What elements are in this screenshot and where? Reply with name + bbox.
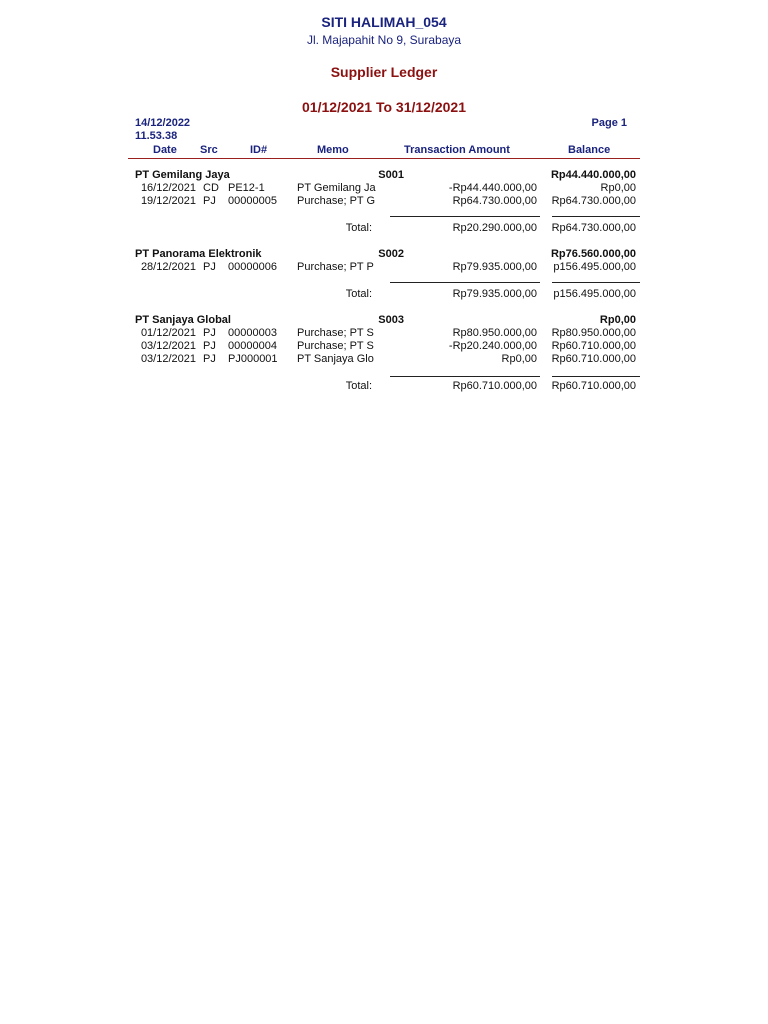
txn-date: 16/12/2021 bbox=[140, 182, 196, 194]
total-amount: Rp79.935.000,00 bbox=[452, 288, 537, 300]
txn-memo: Purchase; PT P bbox=[297, 261, 374, 273]
total-rule bbox=[552, 282, 640, 283]
txn-memo: Purchase; PT S bbox=[297, 340, 374, 352]
txn-src: PJ bbox=[203, 340, 216, 352]
txn-balance: Rp0,00 bbox=[600, 182, 636, 194]
txn-amount: Rp80.950.000,00 bbox=[452, 327, 537, 339]
column-header-id: ID# bbox=[250, 144, 268, 156]
txn-amount: Rp0,00 bbox=[501, 353, 537, 365]
report-title: Supplier Ledger bbox=[330, 64, 438, 80]
total-label: Total: bbox=[345, 380, 372, 392]
opening-balance: Rp76.560.000,00 bbox=[550, 248, 636, 260]
total-rule bbox=[390, 282, 540, 283]
total-amount: Rp20.290.000,00 bbox=[452, 222, 537, 234]
txn-date: 28/12/2021 bbox=[140, 261, 196, 273]
txn-src: PJ bbox=[203, 195, 216, 207]
total-amount: Rp60.710.000,00 bbox=[452, 380, 537, 392]
supplier-name: PT Panorama Elektronik bbox=[135, 248, 262, 260]
txn-src: PJ bbox=[203, 353, 216, 365]
report-period: 01/12/2021 To 31/12/2021 bbox=[302, 99, 466, 115]
supplier-code: S001 bbox=[378, 169, 404, 181]
txn-date: 03/12/2021 bbox=[140, 340, 196, 352]
txn-date: 03/12/2021 bbox=[140, 353, 196, 365]
txn-balance: Rp64.730.000,00 bbox=[551, 195, 636, 207]
txn-id: 00000005 bbox=[228, 195, 277, 207]
total-balance: Rp60.710.000,00 bbox=[551, 380, 636, 392]
txn-amount: Rp79.935.000,00 bbox=[452, 261, 537, 273]
print-time: 11.53.38 bbox=[135, 130, 178, 142]
txn-memo: PT Sanjaya Glo bbox=[297, 353, 374, 365]
txn-amount: -Rp20.240.000,00 bbox=[448, 340, 537, 352]
column-header-date: Date bbox=[153, 144, 177, 156]
opening-balance: Rp44.440.000,00 bbox=[550, 169, 636, 181]
total-rule bbox=[552, 216, 640, 217]
company-name: SITI HALIMAH_054 bbox=[321, 14, 447, 30]
txn-balance: Rp60.710.000,00 bbox=[551, 340, 636, 352]
total-label: Total: bbox=[345, 222, 372, 234]
txn-memo: PT Gemilang Ja bbox=[297, 182, 376, 194]
total-rule bbox=[552, 376, 640, 377]
total-label: Total: bbox=[345, 288, 372, 300]
txn-date: 19/12/2021 bbox=[140, 195, 196, 207]
page-number: Page 1 bbox=[591, 117, 627, 129]
total-rule bbox=[390, 216, 540, 217]
column-header-amount: Transaction Amount bbox=[404, 144, 510, 156]
txn-date: 01/12/2021 bbox=[140, 327, 196, 339]
txn-src: CD bbox=[203, 182, 219, 194]
txn-src: PJ bbox=[203, 261, 216, 273]
header-divider bbox=[128, 158, 640, 159]
supplier-name: PT Sanjaya Global bbox=[135, 314, 231, 326]
txn-id: PJ000001 bbox=[228, 353, 278, 365]
total-rule bbox=[390, 376, 540, 377]
txn-balance: p156.495.000,00 bbox=[553, 261, 636, 273]
column-header-src: Src bbox=[200, 144, 218, 156]
txn-memo: Purchase; PT S bbox=[297, 327, 374, 339]
column-header-memo: Memo bbox=[317, 144, 349, 156]
supplier-name: PT Gemilang Jaya bbox=[135, 169, 230, 181]
total-balance: p156.495.000,00 bbox=[553, 288, 636, 300]
supplier-code: S003 bbox=[378, 314, 404, 326]
txn-id: 00000004 bbox=[228, 340, 277, 352]
txn-balance: Rp60.710.000,00 bbox=[551, 353, 636, 365]
column-header-balance: Balance bbox=[568, 144, 611, 156]
txn-memo: Purchase; PT G bbox=[297, 195, 376, 207]
txn-amount: -Rp44.440.000,00 bbox=[448, 182, 537, 194]
opening-balance: Rp0,00 bbox=[599, 314, 636, 326]
print-date: 14/12/2022 bbox=[135, 117, 191, 129]
txn-id: PE12-1 bbox=[228, 182, 265, 194]
txn-balance: Rp80.950.000,00 bbox=[551, 327, 636, 339]
supplier-code: S002 bbox=[378, 248, 404, 260]
company-address: Jl. Majapahit No 9, Surabaya bbox=[306, 33, 462, 47]
txn-amount: Rp64.730.000,00 bbox=[452, 195, 537, 207]
total-balance: Rp64.730.000,00 bbox=[551, 222, 636, 234]
txn-id: 00000003 bbox=[228, 327, 277, 339]
txn-id: 00000006 bbox=[228, 261, 277, 273]
txn-src: PJ bbox=[203, 327, 216, 339]
